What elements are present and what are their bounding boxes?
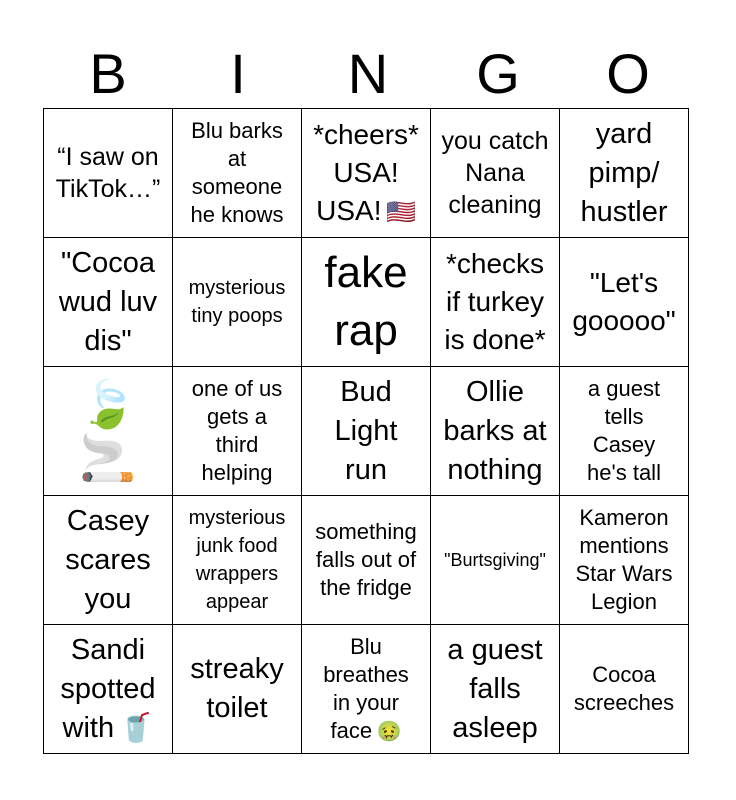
header-letter-b: B (89, 42, 127, 105)
cell-text: "Cocoa wud luv dis" (58, 246, 158, 357)
cell-text: one of us gets a third helping (191, 376, 283, 485)
bingo-row (44, 496, 689, 625)
bingo-cell[interactable] (431, 109, 560, 238)
cell-text: Sandi spotted with (60, 633, 156, 744)
bingo-cell[interactable] (302, 367, 431, 496)
cell-text: *cheers* USA! USA! (313, 119, 419, 226)
bingo-cell[interactable] (560, 367, 689, 496)
cup-icon: 🥤 (118, 711, 154, 743)
bingo-cell[interactable] (44, 109, 173, 238)
cell-text: Bud Light run (334, 375, 398, 486)
cigarette-icon: 🚬 (79, 432, 137, 484)
bingo-cell[interactable] (173, 238, 302, 367)
cell-text: fake rap (324, 248, 408, 355)
cell-text: a guest tells Casey he's tall (587, 376, 661, 485)
bingo-cell[interactable] (302, 625, 431, 754)
cell-text: something falls out of the fridge (315, 519, 417, 600)
bingo-header (43, 40, 693, 108)
bingo-cell[interactable] (431, 238, 560, 367)
cell-text: Blu barks at someone he knows (190, 118, 284, 227)
cell-text: you catch Nana cleaning (441, 127, 549, 219)
cell-text: a guest falls asleep (447, 633, 543, 744)
cell-text: "Burtsgiving" (444, 550, 546, 570)
bingo-cell[interactable] (431, 496, 560, 625)
sick-face-icon: 🤢 (376, 721, 402, 743)
bingo-cell[interactable] (302, 109, 431, 238)
bingo-cell[interactable] (560, 625, 689, 754)
bingo-row (44, 109, 689, 238)
bingo-cell[interactable] (44, 238, 173, 367)
cell-text: Cocoa screeches (573, 662, 675, 715)
us-flag-icon: 🇺🇸 (385, 199, 416, 226)
cell-text: Ollie barks at nothing (443, 375, 547, 486)
bingo-cell[interactable] (44, 367, 173, 496)
header-letter-n: N (347, 42, 389, 105)
bingo-cell[interactable] (173, 367, 302, 496)
header-letter-o: O (606, 42, 650, 105)
cell-text: *checks if turkey is done* (444, 248, 546, 355)
bingo-row (44, 238, 689, 367)
bingo-row (44, 625, 689, 754)
cell-text: mysterious tiny poops (188, 277, 286, 327)
bingo-cell[interactable] (173, 625, 302, 754)
bingo-cell[interactable] (560, 238, 689, 367)
cell-text: Kameron mentions Star Wars Legion (575, 505, 673, 614)
bingo-cell[interactable] (302, 496, 431, 625)
bingo-row (44, 367, 689, 496)
cell-text: streaky toilet (190, 653, 284, 724)
bingo-card (43, 108, 689, 754)
header-letter-i: I (230, 42, 246, 105)
bingo-cell[interactable] (431, 367, 560, 496)
cell-text: Casey scares you (65, 504, 151, 615)
cell-text: "Let's gooooo" (572, 267, 676, 336)
header-letter-g: G (476, 42, 520, 105)
leaf-wind-icon: 🍃 (79, 378, 137, 430)
cell-text: mysterious junk food wrappers appear (188, 507, 286, 613)
bingo-cell[interactable] (560, 496, 689, 625)
bingo-cell[interactable] (173, 496, 302, 625)
bingo-cell[interactable] (431, 625, 560, 754)
cell-text: “I saw on TikTok…” (55, 143, 161, 203)
emoji-stack (47, 377, 169, 485)
bingo-cell[interactable] (44, 625, 173, 754)
bingo-cell[interactable] (44, 496, 173, 625)
cell-text: Blu breathes in your face (323, 634, 409, 743)
bingo-cell[interactable] (302, 238, 431, 367)
cell-text: yard pimp/ hustler (580, 117, 668, 228)
bingo-cell[interactable] (173, 109, 302, 238)
bingo-cell[interactable] (560, 109, 689, 238)
